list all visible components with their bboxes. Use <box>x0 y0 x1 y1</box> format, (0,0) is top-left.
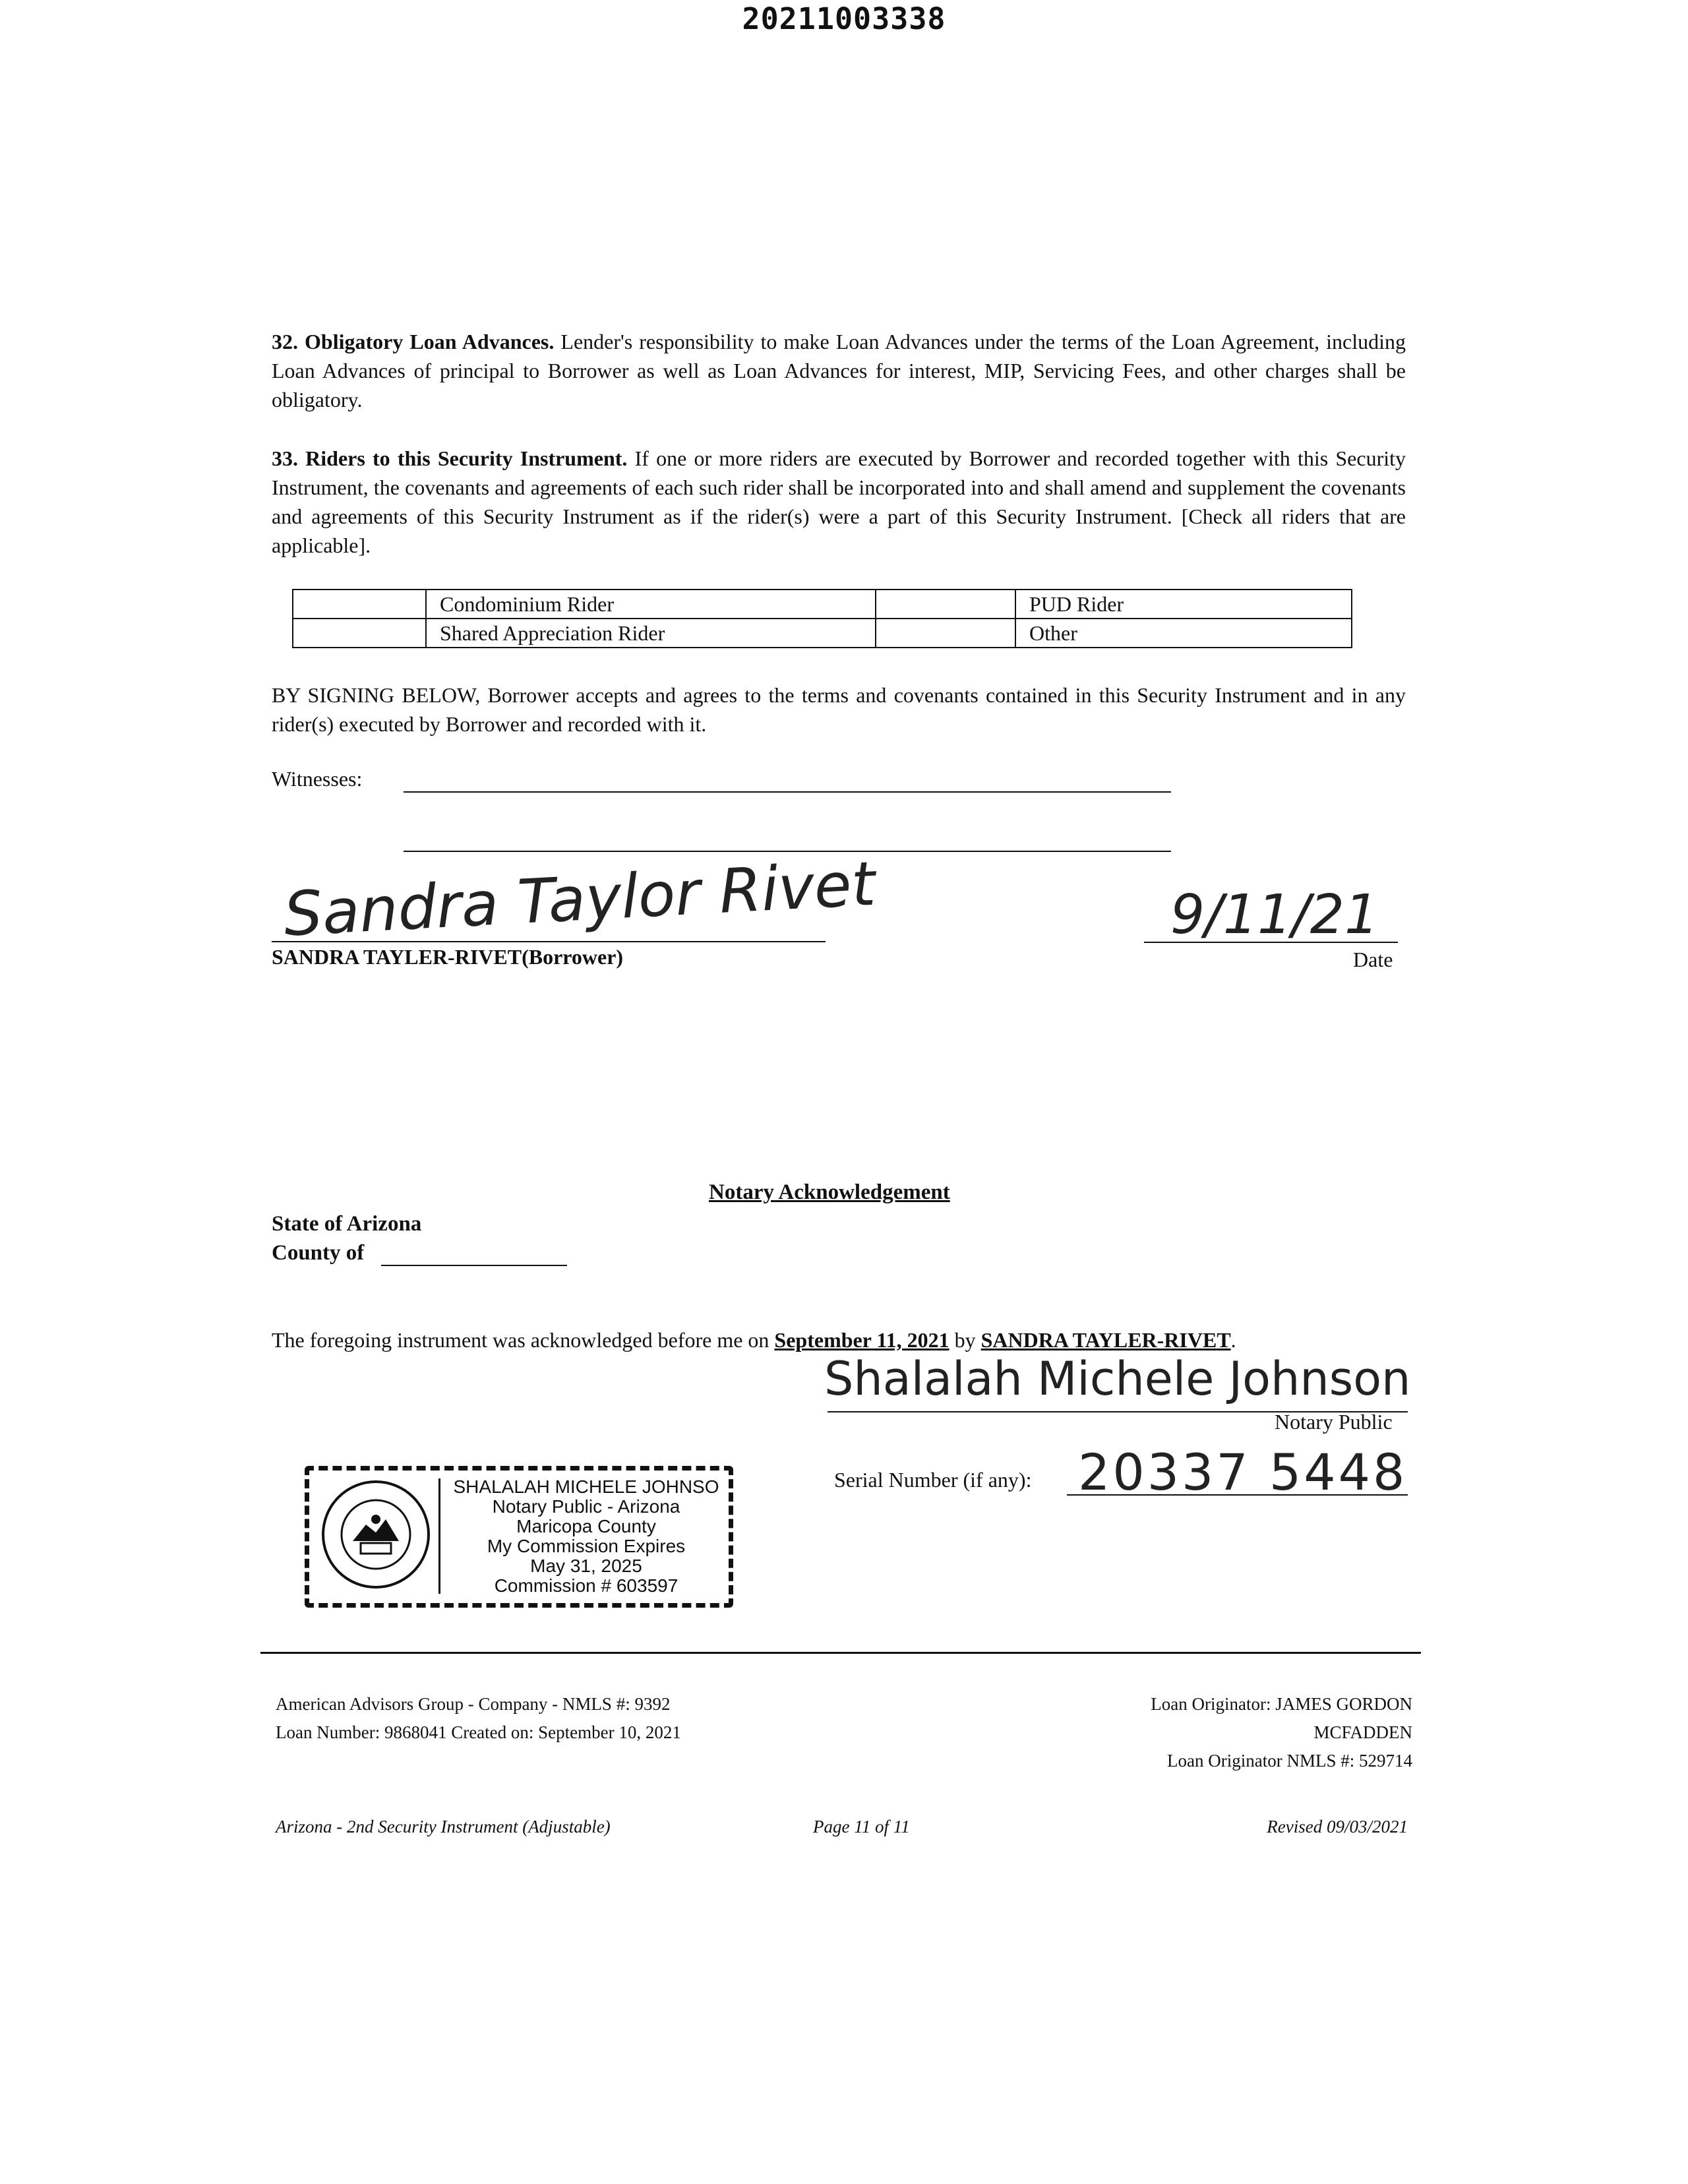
section-32 <box>272 327 1406 414</box>
rider-checkbox[interactable] <box>876 619 1015 648</box>
acknowledgement-line <box>272 1328 1236 1352</box>
section-32-text: Lender's responsibility to make Loan Advances under the terms of the Loan Agreement, including Loan Advances of principal to Borrower as well as Loan Advances for interest, MIP, Servicing Fees, and other charges shall be obligatory. <box>272 330 1406 411</box>
footer-page-number: Page 11 of 11 <box>813 1817 910 1836</box>
footer-originator-nmls: Loan Originator NMLS #: 529714 <box>1167 1751 1412 1771</box>
ack-name: SANDRA TAYLER-RIVET <box>980 1328 1231 1352</box>
footer-originator-cont: MCFADDEN <box>1313 1722 1412 1742</box>
borrower-signature-line <box>272 941 826 942</box>
section-33-text: If one or more riders are executed by Borrower and recorded together with this Security Instrument, the covenants and agreements of each such rider shall be incorporated into and shall amend and supplement the covenants and agreements of this Security Instrument as if the rider(s) were a part of this Security Instrument. [Check all riders that are applicable]. <box>272 446 1406 557</box>
footer-right <box>1151 1690 1412 1775</box>
section-33-heading: 33. Riders to this Security Instrument. <box>272 446 628 470</box>
county-blank <box>381 1265 567 1266</box>
footer-originator: Loan Originator: JAMES GORDON <box>1151 1694 1412 1714</box>
date-line <box>1144 942 1398 943</box>
borrower-signature: Sandra Taylor Rivet <box>282 848 877 950</box>
serial-label: Serial Number (if any): <box>834 1468 1032 1492</box>
state-label: State of Arizona <box>272 1212 422 1236</box>
ack-suffix: . <box>1230 1328 1236 1352</box>
footer-form-name: Arizona - 2nd Security Instrument (Adjustable) <box>276 1817 611 1836</box>
arizona-seal-emblem <box>320 1478 432 1591</box>
notary-title: Notary Acknowledgement <box>709 1180 950 1204</box>
footer-loan-number: Loan Number: 9868041 Created on: September 10, 2021 <box>276 1722 681 1742</box>
witnesses-label: Witnesses: <box>272 767 363 791</box>
ack-prefix: The foregoing instrument was acknowledged before me on <box>272 1328 769 1352</box>
notary-public-label: Notary Public <box>1275 1410 1393 1434</box>
footer-company: American Advisors Group - Company - NMLS #: 9392 <box>276 1694 671 1714</box>
rider-checkbox[interactable] <box>293 619 426 648</box>
seal-county: Maricopa County <box>516 1516 656 1536</box>
witness-line-2 <box>404 851 1171 852</box>
seal-title: Notary Public - Arizona <box>492 1496 680 1517</box>
footer-revised: Revised 09/03/2021 <box>1267 1817 1408 1836</box>
seal-expiry-label: My Commission Expires <box>487 1536 686 1556</box>
rider-label: Condominium Rider <box>426 590 876 619</box>
ack-by: by <box>954 1328 976 1352</box>
seal-divider <box>438 1478 440 1594</box>
notary-signature: Shalalah Michele Johnson <box>824 1352 1411 1406</box>
table-row <box>293 619 1352 648</box>
rider-label: PUD Rider <box>1015 590 1352 619</box>
section-32-heading: 32. Obligatory Loan Advances. <box>272 330 555 353</box>
witness-line-1 <box>404 791 1171 793</box>
footer-left <box>276 1690 681 1747</box>
date-label: Date <box>1353 948 1393 971</box>
rider-label: Other <box>1015 619 1352 648</box>
section-33 <box>272 444 1406 560</box>
signing-statement: BY SIGNING BELOW, Borrower accepts and agrees to the terms and covenants contained in this Security Instrument and in any rider(s) executed by Borrower and recorded with it. <box>272 683 1406 736</box>
riders-table <box>292 589 1352 648</box>
ack-date: September 11, 2021 <box>774 1328 950 1352</box>
borrower-name: SANDRA TAYLER-RIVET(Borrower) <box>272 945 624 969</box>
footer-divider <box>260 1652 1421 1654</box>
serial-line <box>1067 1494 1408 1496</box>
county-label: County of <box>272 1241 365 1265</box>
rider-label: Shared Appreciation Rider <box>426 619 876 648</box>
serial-handwritten: 20337 5448 <box>1078 1443 1408 1502</box>
table-row <box>293 590 1352 619</box>
date-handwritten: 9/11/21 <box>1170 884 1379 946</box>
rider-checkbox[interactable] <box>876 590 1015 619</box>
seal-name: SHALALAH MICHELE JOHNSO <box>453 1476 719 1497</box>
notary-stamp <box>305 1466 733 1608</box>
seal-commission: Commission # 603597 <box>494 1575 678 1596</box>
seal-expiry-date: May 31, 2025 <box>530 1556 642 1576</box>
rider-checkbox[interactable] <box>293 590 426 619</box>
seal-text-block <box>441 1477 731 1596</box>
document-number: 20211003338 <box>742 1 946 36</box>
